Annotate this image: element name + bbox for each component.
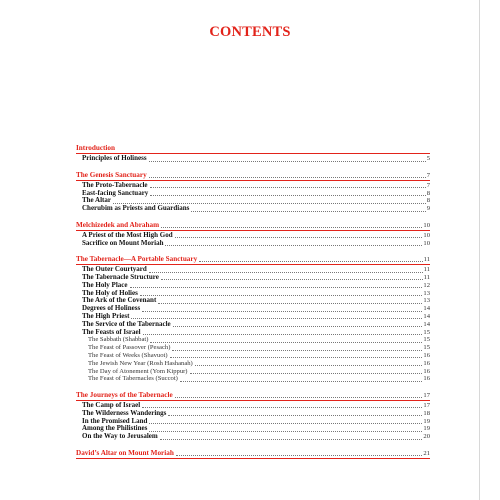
toc-entry-title: East-facing Sanctuary [82, 188, 149, 197]
toc-entry-title: The Day of Atonement (Yom Kippur) [88, 367, 188, 375]
toc-section-heading[interactable] [76, 256, 430, 264]
toc-entry[interactable] [76, 433, 430, 441]
dot-leader [190, 373, 423, 374]
toc-entry-title: The Sabbath (Shabbat) [88, 336, 149, 344]
toc-entry-title: Sacrifice on Mount Moriah [82, 238, 164, 247]
dot-leader [172, 350, 422, 351]
dot-leader [149, 423, 422, 424]
toc-page-number: 7 [426, 171, 430, 179]
toc-page-number: 16 [423, 367, 430, 375]
toc-entry[interactable] [76, 190, 430, 198]
toc-entry-title: On the Way to Jerusalem [82, 432, 158, 441]
toc-page-number: 14 [423, 320, 430, 328]
section-divider-rule [76, 458, 430, 459]
toc-entry[interactable] [76, 360, 430, 368]
table-of-contents [76, 145, 430, 460]
toc-entry-title: The Service of the Tabernacle [82, 319, 171, 328]
toc-entry-title: A Priest of the Most High God [82, 230, 173, 239]
dot-leader [149, 272, 423, 273]
toc-page-number: 16 [423, 375, 430, 383]
dot-leader [143, 334, 423, 335]
toc-entry-title: Cherubim as Priests and Guardians [82, 204, 190, 213]
dot-leader [161, 279, 423, 280]
toc-page-number: 17 [423, 402, 430, 410]
dot-leader [160, 439, 423, 440]
dot-leader [158, 303, 422, 304]
toc-entry[interactable] [76, 329, 430, 337]
dot-leader [142, 407, 422, 408]
toc-page-number: 16 [423, 359, 430, 367]
toc-page-number: 15 [423, 328, 430, 336]
dot-leader [170, 357, 423, 358]
toc-entry[interactable] [76, 352, 430, 360]
toc-page-number: 14 [423, 313, 430, 321]
toc-page-number: 10 [423, 221, 430, 229]
toc-section-heading[interactable] [76, 392, 430, 400]
toc-page-number: 15 [423, 344, 430, 352]
toc-entry-title: The Feasts of Israel [82, 327, 141, 336]
toc-entry-title: The Tabernacle—A Portable Sanctuary [76, 254, 198, 263]
dot-leader [199, 261, 422, 262]
toc-page-number: 14 [423, 305, 430, 313]
toc-section-heading[interactable] [76, 145, 430, 153]
toc-entry-title: The Feast of Tabernacles (Succot) [88, 375, 178, 383]
toc-section-heading[interactable] [76, 222, 430, 230]
toc-entry-title: The Ark of the Covenant [82, 296, 157, 305]
toc-page-number: 13 [423, 289, 430, 297]
dot-leader [175, 397, 423, 398]
toc-page-number: 7 [426, 181, 430, 189]
toc-page-number: 12 [423, 281, 430, 289]
toc-entry-title: The Holy Place [82, 280, 128, 289]
toc-page-number: 10 [423, 239, 430, 247]
toc-entry-title: Principles of Holiness [82, 154, 147, 163]
toc-entry-title: The Genesis Sanctuary [76, 170, 147, 179]
dot-leader [140, 295, 423, 296]
toc-page-number: 15 [423, 336, 430, 344]
dot-leader [149, 431, 422, 432]
toc-page-number: 5 [426, 155, 430, 163]
page-title: CONTENTS [209, 24, 291, 40]
toc-page-number: 16 [423, 352, 430, 360]
toc-entry-title: The Holy of Holies [82, 288, 138, 297]
toc-section-heading[interactable] [76, 172, 430, 180]
toc-page-number: 19 [423, 417, 430, 425]
toc-page-number: 11 [423, 255, 430, 263]
dot-leader [150, 342, 422, 343]
dot-leader [142, 311, 422, 312]
toc-section [76, 222, 430, 248]
toc-entry[interactable] [76, 274, 430, 282]
toc-entry-title: The Feast of Weeks (Shavuot) [88, 352, 168, 360]
toc-section [76, 392, 430, 441]
toc-entry-title: The Outer Courtyard [82, 265, 147, 274]
dot-leader [173, 326, 423, 327]
dot-leader [150, 195, 425, 196]
page-edge-line [479, 0, 480, 500]
toc-entry-title: The Feast of Passover (Pesach) [88, 344, 171, 352]
toc-page-number: 11 [423, 266, 430, 274]
dot-leader [168, 415, 422, 416]
toc-section [76, 450, 430, 459]
toc-entry-title: Among the Philistines [82, 424, 148, 433]
toc-page-number: 10 [423, 231, 430, 239]
toc-page-number: 21 [423, 449, 430, 457]
dot-leader [149, 177, 426, 178]
toc-section-heading[interactable] [76, 450, 430, 458]
toc-page-number: 13 [423, 297, 430, 305]
toc-entry-title: The Tabernacle Structure [82, 273, 159, 282]
toc-entry[interactable] [76, 240, 430, 248]
dot-leader [191, 211, 425, 212]
toc-page-number: 11 [423, 274, 430, 282]
toc-page-number: 9 [426, 205, 430, 213]
toc-page-number: 18 [423, 409, 430, 417]
dot-leader [150, 187, 426, 188]
toc-page-number: 20 [423, 433, 430, 441]
toc-entry[interactable] [76, 155, 430, 163]
toc-entry[interactable] [76, 368, 430, 376]
toc-section [76, 145, 430, 163]
dot-leader [175, 237, 423, 238]
dot-leader [176, 455, 423, 456]
dot-leader [165, 245, 422, 246]
toc-entry-title: The Altar [82, 196, 111, 205]
toc-page-number: 8 [426, 189, 430, 197]
toc-entry-title: The Wilderness Wanderings [82, 408, 167, 417]
dot-leader [195, 365, 423, 366]
toc-entry[interactable] [76, 336, 430, 344]
toc-entry-title: David’s Altar on Mount Moriah [76, 448, 174, 457]
toc-page-number: 19 [423, 425, 430, 433]
toc-entry[interactable] [76, 375, 430, 383]
toc-entry-title: The Jewish New Year (Rosh Hashanah) [88, 359, 193, 367]
toc-page-number: 8 [426, 197, 430, 205]
toc-section [76, 256, 430, 383]
toc-entry-title: The Camp of Israel [82, 401, 141, 410]
toc-section [76, 172, 430, 213]
dot-leader [131, 318, 422, 319]
toc-entry-title: The High Priest [82, 312, 130, 321]
dot-leader [130, 287, 423, 288]
toc-entry-title: The Proto-Tabernacle [82, 180, 148, 189]
toc-entry-title: Introduction [76, 144, 116, 152]
toc-entry[interactable] [76, 344, 430, 352]
dot-leader [149, 161, 426, 162]
toc-entry-title: The Journeys of the Tabernacle [76, 390, 173, 399]
toc-entry-title: Degrees of Holiness [82, 304, 141, 313]
dot-leader [180, 381, 423, 382]
toc-entry-title: Melchizedek and Abraham [76, 220, 160, 229]
toc-entry[interactable] [76, 205, 430, 213]
toc-entry[interactable] [76, 305, 430, 313]
toc-page-number: 17 [423, 391, 430, 399]
toc-entry-title: In the Promised Land [82, 416, 148, 425]
dot-leader [161, 227, 422, 228]
